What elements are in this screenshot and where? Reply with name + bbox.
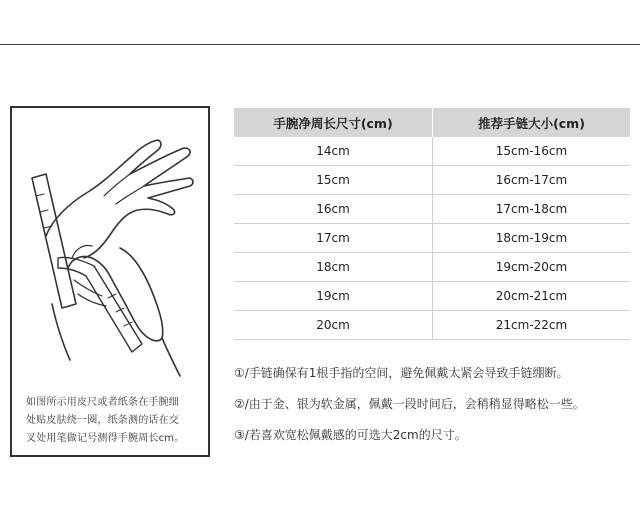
wrist-size-cell: 14cm — [234, 137, 433, 166]
top-divider — [0, 44, 640, 45]
wrist-size-cell: 16cm — [234, 195, 433, 224]
note-item: ③/若喜欢宽松佩戴感的可选大2cm的尺寸。 — [234, 428, 467, 442]
measurement-illustration-panel — [10, 106, 210, 457]
note-item: ①/手链确保有1根手指的空间，避免佩戴太紧会导致手链绷断。 — [234, 366, 569, 380]
note-item: ②/由于金、银为软金属，佩戴一段时间后，会稍稍显得略松一些。 — [234, 397, 585, 411]
wrist-size-cell: 15cm — [234, 166, 433, 195]
illustration-caption — [26, 394, 202, 448]
notes-list — [234, 365, 634, 458]
bracelet-size-cell: 21cm-22cm — [433, 311, 631, 340]
table-row — [234, 253, 630, 282]
bracelet-size-cell: 20cm-21cm — [433, 282, 631, 311]
bracelet-size-cell: 19cm-20cm — [433, 253, 631, 282]
table-row — [234, 195, 630, 224]
header-wrist-size: 手腕净周长尺寸(cm) — [234, 108, 433, 137]
wrist-size-cell: 19cm — [234, 282, 433, 311]
bracelet-size-cell: 15cm-16cm — [433, 137, 631, 166]
upper-hand-outline — [46, 140, 193, 258]
tape-strip — [32, 174, 76, 308]
caption-line: 叉处用笔做记号测得手腕周长cm。 — [26, 433, 185, 444]
size-chart-table — [234, 108, 630, 340]
table-row — [234, 166, 630, 195]
caption-line: 处贴皮肤绕一圈，纸条测的话在交 — [26, 415, 179, 426]
table-header-row — [234, 108, 630, 137]
wrist-size-cell: 20cm — [234, 311, 433, 340]
header-recommended-size: 推荐手链大小(cm) — [433, 108, 631, 137]
bracelet-size-cell: 18cm-19cm — [433, 224, 631, 253]
bracelet-size-cell: 17cm-18cm — [433, 195, 631, 224]
table-row — [234, 224, 630, 253]
caption-line: 如图所示用皮尺或者纸条在手腕细 — [26, 397, 179, 408]
bracelet-size-cell: 16cm-17cm — [433, 166, 631, 195]
table-row — [234, 311, 630, 340]
wrist-size-cell: 18cm — [234, 253, 433, 282]
wrist-size-cell: 17cm — [234, 224, 433, 253]
table-row — [234, 137, 630, 166]
table-row — [234, 282, 630, 311]
